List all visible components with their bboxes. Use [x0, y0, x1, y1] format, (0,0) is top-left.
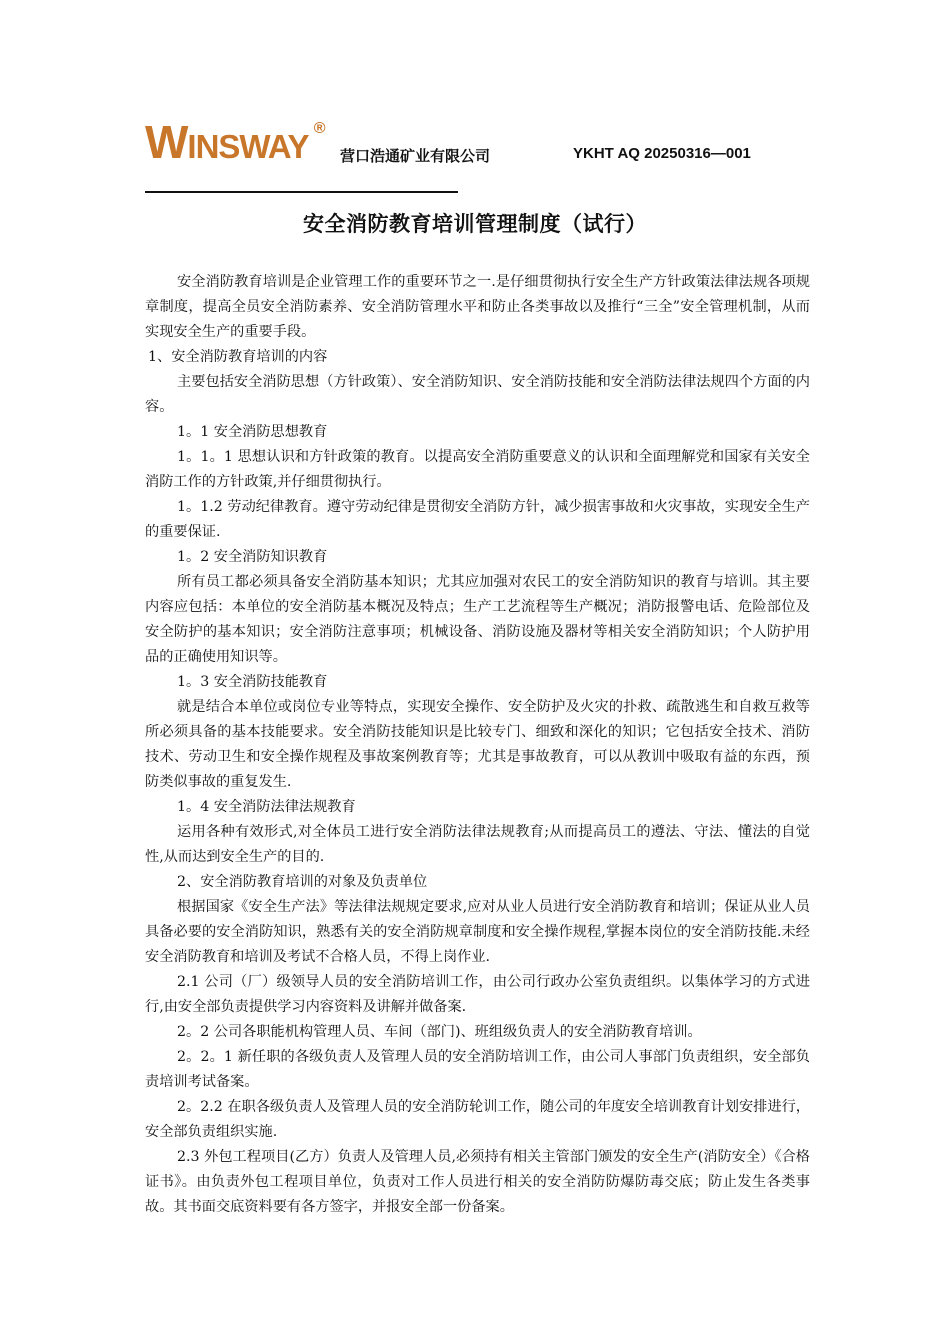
body-paragraph: 1。1.2 劳动纪律教育。遵守劳动纪律是贯彻安全消防方针，减少损害事故和火灾事故，实现安全生产的重要保证. — [145, 499, 810, 540]
body-paragraph: 运用各种有效形式,对全体员工进行安全消防法律法规教育;从而提高员工的遵法、守法、懂法的自觉性,从而达到安全生产的目的. — [145, 824, 810, 865]
body-paragraph: 2.3 外包工程项目(乙方）负责人及管理人员,必须持有相关主管部门颁发的安全生产(消防安全）《合格证书》。由负责外包工程项目单位，负责对工作人员进行相关的安全消防防爆防毒交底；防止发生各类事故。其书面交底资料要有各方签字，并报安全部一份备案。 — [145, 1149, 810, 1215]
header-divider — [145, 191, 458, 193]
registered-mark: ® — [313, 120, 325, 137]
body-paragraph: 所有员工都必须具备安全消防基本知识；尤其应加强对农民工的安全消防知识的教育与培训。其主要内容应包括：本单位的安全消防基本概况及特点；生产工艺流程等生产概况；消防报警电话、危险部位及安全防护的基本知识；安全消防注意事项；机械设备、消防设施及器材等相关安全消防知识；个人防护用品的正确使用知识等。 — [145, 574, 810, 665]
body-paragraph: 主要包括安全消防思想（方针政策）、安全消防知识、安全消防技能和安全消防法律法规四个方面的内容。 — [145, 374, 810, 415]
body-paragraph: 2。2.2 在职各级负责人及管理人员的安全消防轮训工作，随公司的年度安全培训教育计划安排进行，安全部负责组织实施. — [145, 1099, 810, 1140]
body-paragraph: 根据国家《安全生产法》等法律法规规定要求,应对从业人员进行安全消防教育和培训；保证从业人员具备必要的安全消防知识，熟悉有关的安全消防规章制度和安全操作规程,掌握本岗位的安全消防技能.未经安全消防教育和培训及考试不合格人员，不得上岗作业. — [145, 899, 810, 965]
company-logo — [145, 116, 325, 168]
document-body — [145, 270, 810, 1220]
section-heading-2: 2、安全消防教育培训的对象及负责单位 — [177, 874, 428, 890]
intro-paragraph: 安全消防教育培训是企业管理工作的重要环节之一.是仔细贯彻执行安全生产方针政策法律法规各项规章制度，提高全员安全消防素养、安全消防管理水平和防止各类事故以及推行“三全”安全管理机制，从而实现安全生产的重要手段。 — [145, 274, 810, 340]
body-paragraph: 就是结合本单位或岗位专业等特点，实现安全操作、安全防护及火灾的扑救、疏散逃生和自救互救等所必须具备的基本技能要求。安全消防技能知识是比较专门、细致和深化的知识；它包括安全技术、消防技术、劳动卫生和安全操作规程及事故案例教育等；尤其是事故教育，可以从教训中吸取有益的东西，预防类似事故的重复发生. — [145, 699, 810, 790]
body-paragraph: 2.1 公司（厂）级领导人员的安全消防培训工作，由公司行政办公室负责组织。以集体学习的方式进行,由安全部负责提供学习内容资料及讲解并做备案. — [145, 974, 810, 1015]
logo-text: INSWAY — [187, 128, 309, 165]
document-title: 安全消防教育培训管理制度（试行） — [303, 212, 647, 236]
logo-initial: W — [145, 116, 188, 168]
subsection-heading-1-1: 1。1 安全消防思想教育 — [177, 424, 328, 440]
subsection-heading-1-3: 1。3 安全消防技能教育 — [177, 674, 328, 690]
body-paragraph: 2。2 公司各职能机构管理人员、车间（部门)、班组级负责人的安全消防教育培训。 — [177, 1024, 702, 1040]
subsection-heading-1-4: 1。4 安全消防法律法规教育 — [177, 799, 356, 815]
section-heading-1: 1、安全消防教育培训的内容 — [148, 349, 328, 365]
company-name: 营口浩通矿业有限公司 — [340, 147, 491, 165]
document-number: YKHT AQ 20250316—001 — [573, 145, 751, 162]
subsection-heading-1-2: 1。2 安全消防知识教育 — [177, 549, 328, 565]
body-paragraph: 2。2。1 新任职的各级负责人及管理人员的安全消防培训工作，由公司人事部门负责组织，安全部负责培训考试备案。 — [145, 1049, 810, 1090]
body-paragraph: 1。1。1 思想认识和方针政策的教育。以提高安全消防重要意义的认识和全面理解党和国家有关安全消防工作的方针政策,并仔细贯彻执行。 — [145, 449, 810, 490]
